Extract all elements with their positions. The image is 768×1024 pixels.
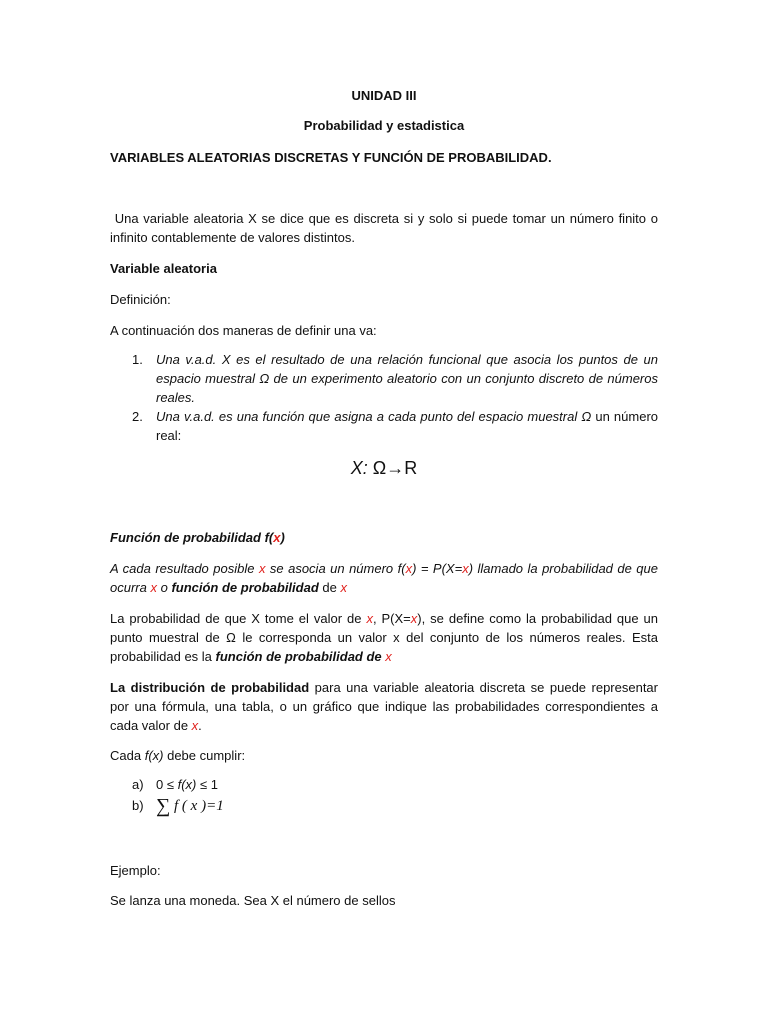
list-number: 2. (132, 409, 143, 424)
funcion-paragraph-1: A cada resultado posible x se asocia un número f(x) = P(X=x) llamado la probabilidad de que ocurra x o función de probabilidad de x (110, 561, 658, 595)
condition-b (132, 795, 224, 817)
example-label: Ejemplo: (110, 863, 161, 878)
intro-paragraph: Una variable aleatoria X se dice que es discreta si y solo si puede tomar un número finito o infinito contablemente de valores distintos. (110, 211, 662, 245)
funcion-paragraph-2: La probabilidad de que X tome el valor de x, P(X=x), se define como la probabilidad que un punto muestral de Ω le corresponda un valor x del conjunto de los números reales. Esta probabilidad es la función de probabilidad de x (110, 611, 658, 664)
funcion-heading (110, 528, 658, 547)
distribution-paragraph: La distribución de probabilidad para una variable aleatoria discreta se puede representar por una fórmula, una tabla, o un gráfico que indique las probabilidades correspondientes a cada valor de x. (110, 680, 658, 733)
list-text-plain: un número real: (156, 409, 658, 443)
sigma-symbol: ∑ (156, 795, 171, 817)
unit-title: UNIDAD III (351, 88, 417, 103)
heading-close: ) (280, 530, 285, 545)
sum-expression: f ( x )=1 (174, 798, 224, 814)
heading-text: Función de probabilidad (110, 530, 265, 545)
list-text-italic: Una v.a.d. es una función que asigna a cada punto del espacio muestral Ω (156, 409, 592, 424)
list-item (110, 350, 658, 407)
course-title: Probabilidad y estadistica (303, 118, 465, 133)
heading-f: f( (264, 530, 274, 545)
condition-a: a) 0 ≤ f(x) ≤ 1 (132, 774, 218, 796)
heading-x: x (273, 530, 281, 545)
cumplir-line: Cada f(x) debe cumplir: (110, 748, 246, 763)
list-number: 1. (132, 352, 143, 367)
list-item (110, 407, 658, 445)
example-text: Se lanza una moneda. Sea X el número de sellos (110, 893, 396, 908)
formula-rhs: Ω→R (372, 458, 418, 478)
condition-label: b) (132, 798, 144, 813)
list-text: Una v.a.d. X es el resultado de una relación funcional que asocia los puntos de un espacio muestral Ω de un experimento aleatorio con un conjunto discreto de números reales. (156, 352, 658, 405)
condition-label: a) (132, 777, 144, 792)
definition-list (110, 350, 658, 445)
topic-heading: VARIABLES ALEATORIAS DISCRETAS Y FUNCIÓN DE PROBABILIDAD. (110, 150, 552, 165)
formula-lhs: X: (350, 458, 368, 478)
definition-label: Definición: (110, 292, 171, 307)
mapping-formula (110, 458, 658, 479)
variable-heading: Variable aleatoria (110, 261, 217, 276)
definition-lead: A continuación dos maneras de definir una va: (110, 323, 377, 338)
